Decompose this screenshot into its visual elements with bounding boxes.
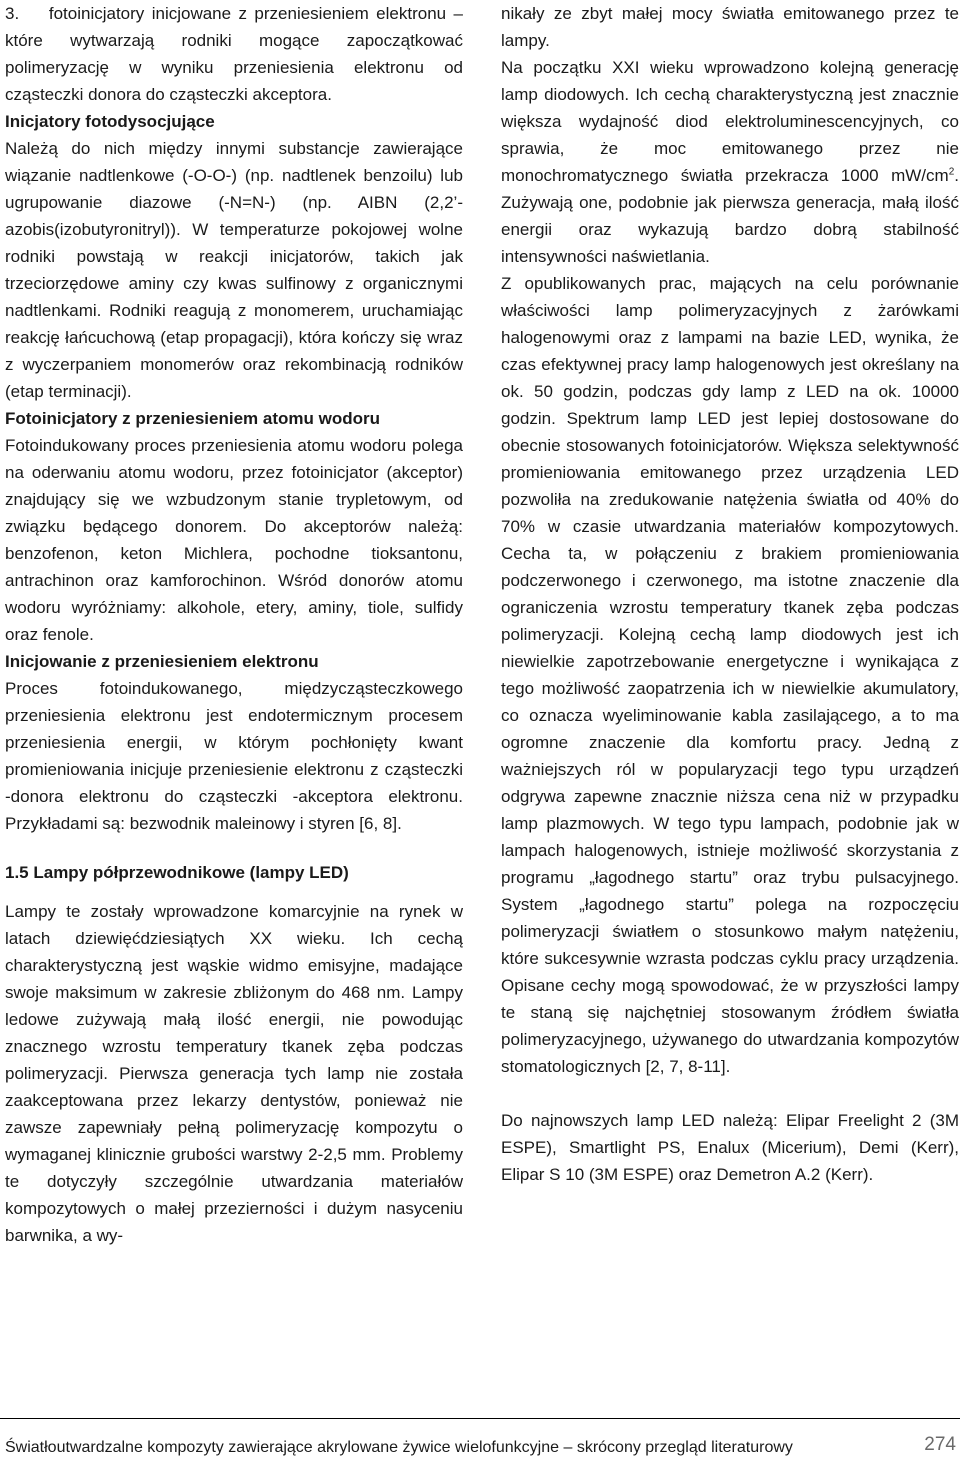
right-column (501, 0, 959, 1188)
left-column (5, 0, 463, 1249)
paragraph-przeniesienie-elektronu: Proces fotoindukowanego, międzycząsteczkowego przeniesienia elektronu jest endotermicznym procesem przeniesienia energii, w którym pochłonięty kwant promieniowania inicjuje przeniesienie elektronu z cząsteczki -donora elektronu do cząsteczki -akceptora elektronu. Przykładami są: bezwodnik maleinowy i styren [6, 8]. (5, 679, 463, 833)
list-item-3: 3. fotoinicjatory inicjowane z przeniesieniem elektronu – które wytwarzają rodniki mogące zapoczątkować polimeryzację w wyniku przeniesienia elektronu od cząsteczki donora do cząsteczki akceptora. (5, 4, 463, 104)
paragraph-opublikowane-prace: Z opublikowanych prac, mających na celu porównanie właściwości lamp polimeryzacyjnych z żarówkami halogenowymi oraz z lampami na bazie LED, wynika, że czas efektywnej pracy lamp halogenowych jest określany na ok. 50 godzin, podczas gdy lamp z LED na ok. 10000 godzin. Spektrum lamp LED jest lepiej dostosowane do obecnie stosowanych fotoinicjatorów. Większa selektywność promieniowania emitowanego przez urządzenia LED pozwoliła na zredukowanie natężenia światła od 40% do 70% w czasie utwardzania materiałów kompozytowych. Cecha ta, w połączeniu z brakiem promieniowania podczerwonego i czerwonego, ma istotne znaczenie dla ograniczenia wzrostu temperatury tkanek zęba podczas polimeryzacji. Kolejną cechą lamp diodowych jest ich niewielkie zapotrzebowanie energetyczne i wynikająca z tego możliwość zaopatrzenia ich w niewielkie akumulatory, co oznacza wyeliminowanie kabla zasilającego, a to ma ogromne znaczenie dla komfortu pracy. Jedną z ważniejszych ról w popularyzacji tego typu urządzeń odgrywa zapewne znacznie niższa cena niż w przypadku lamp plazmowych. W tego typu lampach, podobnie jak w lampach halogenowych, istnieje możliwość skorzystania z programu „łagodnego startu” oraz trybu pulsacyjnego. System „łagodnego startu” polega na rozpoczęciu polimeryzacji światłem o stosunkowo małym natężeniu, które sukcesywnie wzrasta podczas cyklu pracy urządzenia. Opisane cechy mogą spowodować, że w przyszłości lampy te staną się najchętniej stosowanym źródłem światła polimeryzacyjnego, używanego do utwardzania kompozytów stomatologicznych [2, 7, 8-11]. (501, 274, 959, 1076)
paragraph-continuation: nikały ze zbyt małej mocy światła emitowanego przez te lampy. (501, 4, 959, 50)
paragraph-xxi-wiek (501, 54, 959, 270)
paragraph-przeniesienie-wodoru: Fotoindukowany proces przeniesienia atomu wodoru polega na oderwaniu atomu wodoru, przez fotoinicjator (akceptor) znajdujący się we wzbudzonym stanie trypletowym, od związku będącego donorem. Do akceptorów należą: benzofenon, keton Michlera, pochodne tioksantonu, antrachinon oraz kamforochinon. Wśród donorów atomu wodoru wyróżniamy: alkohole, etery, aminy, tiole, sulfidy oraz fenole. (5, 436, 463, 644)
running-footer: Światłoutwardzalne kompozyty zawierające akrylowane żywice wielofunkcyjne – skrócony przegląd literaturowy (5, 1439, 793, 1456)
page-number: 274 (924, 1434, 956, 1455)
paragraph-gap (501, 1080, 959, 1107)
heading-przeniesienie-elektronu: Inicjowanie z przeniesieniem elektronu (5, 652, 319, 671)
paragraph-xxi-wiek-part1: Na początku XXI wieku wprowadzono kolejną generację lamp diodowych. Ich cechą charakterystyczną jest znacznie większa wydajność diod elektroluminescencyjnych, co sprawia, że moc emitowanego przez nie monochromatycznego światła przekracza 1000 mW/cm (501, 58, 959, 185)
paragraph-najnowsze-lampy: Do najnowszych lamp LED należą: Elipar Freelight 2 (3M ESPE), Smartlight PS, Enalux (Micerium), Demi (Kerr), Elipar S 10 (3M ESPE) oraz Demetron A.2 (Kerr). (501, 1111, 959, 1184)
heading-fotodysocjujace: Inicjatory fotodysocjujące (5, 112, 215, 131)
superscript-2: 2 (948, 166, 955, 178)
paragraph-xxi-wiek-part2: . Zużywają one, podobnie jak pierwsza generacja, małą ilość energii oraz wykazują bardzo dobrą stabilność intensywności naświetlania. (501, 166, 959, 266)
paragraph-fotodysocjujace: Należą do nich między innymi substancje zawierające wiązanie nadtlenkowe (-O-O-) (np. nadtlenek benzoilu) lub ugrupowanie diazowe (-N=N-) (np. AIBN (2,2’-azobis(izobutyronitryl)). W temperaturze pokojowej wolne rodniki powstają w reakcji inicjatorów, takich jak trzeciorzędowe aminy czy kwas sulfinowy z organicznymi nadtlenkami. Rodniki reagują z monomerem, uruchamiając reakcję łańcuchową (etap propagacji), która kończy się wraz z wyczerpaniem monomerów oraz rekombinacją rodników (etap terminacji). (5, 139, 463, 401)
footer-rule (0, 1418, 960, 1419)
heading-przeniesienie-wodoru: Fotoinicjatory z przeniesieniem atomu wodoru (5, 409, 380, 428)
section-title-1-5: 1.5 Lampy półprzewodnikowe (lampy LED) (5, 863, 349, 882)
paragraph-lampy-led: Lampy te zostały wprowadzone komarcyjnie na rynek w latach dziewięćdziesiątych XX wieku. Ich cechą charakterystyczną jest wąskie widmo emisyjne, madające swoje maksimum w zakresie zbliżonym do 468 nm. Lampy ledowe zużywają małą ilość energii, nie powodując znacznego wzrostu temperatury tkanek zęba podczas polimeryzacji. Pierwsza generacja tych lamp nie została zaakceptowana przez lekarzy dentystów, ponieważ nie zawsze zapewniały pełną polimeryzację kompozytu o wymaganej klinicznie grubości warstwy 2-2,5 mm. Problemy te dotyczyły szczególnie utwardzania materiałów kompozytowych o małej przezierności i dużym nasyceniu barwnika, a wy- (5, 902, 463, 1245)
